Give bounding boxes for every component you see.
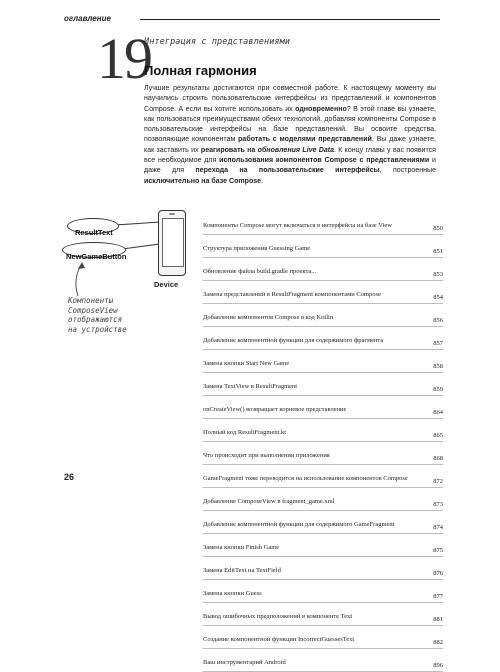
device-camera [169, 213, 175, 215]
toc-row[interactable] [203, 557, 443, 580]
toc-title: Полный код ResultFragment.kt [203, 429, 287, 436]
toc-title: Ваш инструментарий Android [203, 659, 286, 666]
toc-page: 875 [433, 547, 443, 554]
toc-row[interactable] [203, 396, 443, 419]
toc-title: Замена TextView в ResultFragment [203, 383, 298, 390]
toc-list [203, 212, 443, 672]
toc-row[interactable] [203, 442, 443, 465]
note-line: ComposeView [68, 305, 118, 315]
note-line: Компоненты [68, 296, 114, 305]
toc-page: 858 [433, 363, 443, 370]
toc-title: Замена кнопки Finish Game [203, 544, 280, 551]
toc-page: 857 [433, 340, 443, 347]
toc-row[interactable] [203, 350, 443, 373]
intro-emphasis: перехода на пользовательские интерфейсы [195, 167, 380, 175]
toc-page: 864 [433, 409, 443, 416]
toc-row[interactable] [203, 258, 443, 281]
toc-row[interactable] [203, 580, 443, 603]
intro-text: , построенные [379, 167, 436, 175]
toc-title: Замена EditText на TextField [203, 567, 281, 574]
toc-page: 850 [433, 225, 443, 232]
toc-title: GameFragment тоже переводится на использование компонентов Compose [203, 475, 408, 482]
toc-title: Замена кнопки Guess [203, 590, 262, 597]
toc-page: 868 [433, 455, 443, 462]
intro-emphasis: реагировать на [200, 146, 258, 154]
toc-page: 882 [433, 639, 443, 646]
toc-title: Компоненты Compose могут включаться в интерфейсы на базе View [203, 222, 392, 229]
toc-page: 872 [433, 478, 443, 485]
intro-emphasis: исключительно на базе Compose [144, 177, 262, 185]
toc-page: 877 [433, 593, 443, 600]
intro-text: . Вы даже узнаете, как заставить их [144, 136, 437, 154]
resulttext-label: ResultText [75, 228, 113, 237]
intro-text: и даже для [144, 157, 436, 175]
toc-row[interactable] [203, 304, 443, 327]
toc-row[interactable] [203, 235, 443, 258]
toc-title: Добавление ComposeView в fragment_game.xml [203, 498, 335, 505]
toc-row[interactable] [203, 649, 443, 672]
toc-title: Замена представлений в ResultFragment компонентами Compose [203, 291, 381, 298]
toc-title: Структура приложения Guessing Game [203, 245, 311, 252]
toc-row[interactable] [203, 281, 443, 304]
toc-row[interactable] [203, 465, 443, 488]
toc-page: 854 [433, 294, 443, 301]
toc-page: 876 [433, 570, 443, 577]
note-line: отображаются [68, 315, 123, 324]
toc-title: Добавление компонентов Compose в код Kotlin [203, 314, 334, 321]
toc-page: 874 [433, 524, 443, 531]
toc-title: Добавление компонентной функции для содержимого GameFragment [203, 521, 395, 528]
device-illustration [158, 210, 186, 276]
chapter-number: 19 [97, 26, 151, 91]
toc-page: 881 [433, 616, 443, 623]
toc-title: Замена кнопки Start New Game [203, 360, 290, 367]
toc-row[interactable] [203, 626, 443, 649]
intro-text: ? В этой главе вы узнаете, как пользоваться преимуществами обеих технологий, добавляя компоненты Compose в пользовательские интерфейсы на базе представлений. Вы освоите средства, позволяющие компонентам [144, 105, 437, 144]
toc-title: Добавление компонентной функции для содержимого фрагмента [203, 337, 384, 344]
intro-emphasis: работать с моделями представлений [238, 136, 372, 144]
intro-text: К настоящему моменту вы научились строить пользовательские интерфейсы из представлений и компонентов Compose. А если вы хотите использовать их [144, 85, 436, 113]
page-number: 26 [64, 472, 75, 482]
device-label: Device [154, 280, 179, 289]
note-line: на устройстве [68, 324, 127, 334]
toc-row[interactable] [203, 534, 443, 557]
toc-row[interactable] [203, 511, 443, 534]
toc-page: 851 [433, 248, 443, 255]
toc-row[interactable] [203, 327, 443, 350]
device-screen [162, 218, 184, 267]
toc-title: Вывод ошибочных предположений в компоненте Text [203, 613, 353, 620]
toc-title: Создание компонентной функции IncorrectGuessesText [203, 636, 355, 643]
toc-page: 865 [433, 432, 443, 439]
newgamebutton-label: NewGameButton [66, 252, 127, 261]
toc-row[interactable] [203, 212, 443, 235]
chapter-title: Полная гармония [144, 63, 257, 78]
intro-emphasis: одновременно [295, 105, 347, 113]
toc-row[interactable] [203, 419, 443, 442]
toc-title: onCreateView() возвращает корневое представление [203, 406, 347, 413]
intro-emphasis: обновления Live Data [257, 146, 335, 154]
intro-emphasis: использования компонентов Compose с представлениями [219, 157, 430, 165]
intro-lead: Лучшие результаты достигаются при совместной работе. [144, 85, 344, 92]
section-header: оглавление [64, 14, 111, 23]
toc-page: 873 [433, 501, 443, 508]
toc-row[interactable] [203, 603, 443, 626]
chapter-subtitle: Интеграция с представлениями [144, 37, 291, 47]
toc-page: 853 [433, 271, 443, 278]
toc-page: 896 [433, 662, 443, 669]
intro-text: . К концу главы у вас появится все необходимое для [144, 146, 436, 165]
toc-row[interactable] [203, 373, 443, 396]
intro-text: . [261, 177, 264, 185]
toc-title: Обновление файла build.gradle проекта... [203, 268, 317, 275]
toc-title: Что происходит при выполнении приложения [203, 452, 330, 459]
toc-page: 859 [433, 386, 443, 393]
toc-page: 856 [433, 317, 443, 324]
handwritten-note [68, 296, 127, 334]
